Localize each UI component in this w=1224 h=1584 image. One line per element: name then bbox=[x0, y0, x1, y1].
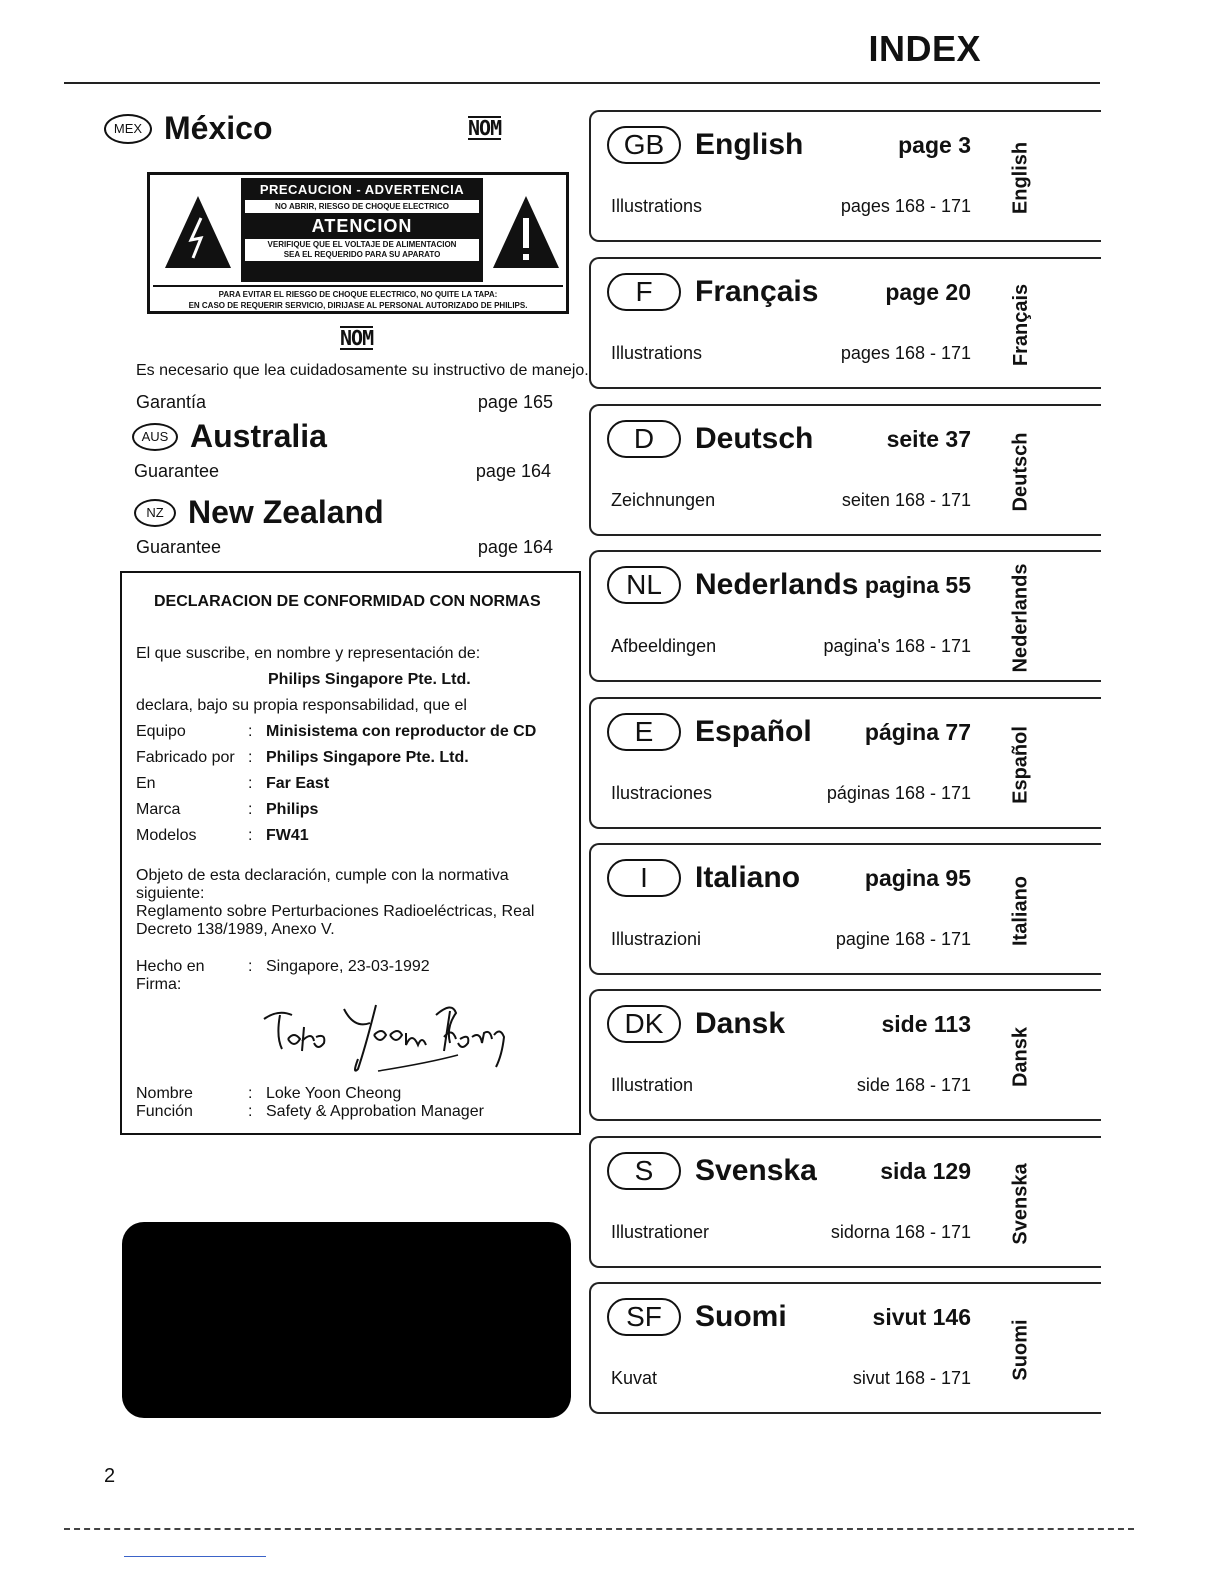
region-mexico-header bbox=[104, 110, 272, 147]
guarantee-page: page 164 bbox=[477, 537, 553, 557]
lang-code-badge: SF bbox=[607, 1298, 681, 1336]
warning-center-panel bbox=[241, 178, 483, 282]
declaration-title: DECLARACION DE CONFORMIDAD CON NORMAS bbox=[154, 593, 541, 610]
lang-name: Italiano bbox=[695, 861, 801, 894]
nom-mark-top: NOM bbox=[468, 116, 502, 140]
lang-page: pagina 95 bbox=[864, 865, 971, 891]
guarantee-label: Guarantee bbox=[136, 537, 222, 557]
region-name-newzealand: New Zealand bbox=[188, 494, 384, 530]
warning-atencion: ATENCION bbox=[311, 216, 413, 236]
warning-line-1: NO ABRIR, RIESGO DE CHOQUE ELECTRICO bbox=[245, 200, 479, 213]
illustrations-pages: side 168 - 171 bbox=[856, 1075, 971, 1095]
field-label: Equipo bbox=[136, 723, 186, 740]
region-name-australia: Australia bbox=[190, 418, 327, 454]
lang-code-badge: I bbox=[607, 859, 681, 897]
card-edge bbox=[1071, 257, 1101, 259]
colon: : bbox=[248, 723, 253, 740]
card-edge bbox=[1071, 1136, 1101, 1138]
mex-badge: MEX bbox=[104, 114, 152, 144]
side-tab-label: Nederlands bbox=[1009, 563, 1032, 673]
lang-page: pagina 55 bbox=[864, 572, 971, 598]
card-edge bbox=[1071, 404, 1101, 406]
illustrations-pages: páginas 168 - 171 bbox=[826, 783, 971, 803]
colon: : bbox=[248, 1103, 253, 1120]
side-tab-label: English bbox=[1009, 141, 1032, 215]
language-card-english[interactable] bbox=[589, 110, 1101, 242]
guarantee-row-australia bbox=[134, 461, 551, 482]
field-label: Marca bbox=[136, 801, 181, 818]
side-tab-label: Deutsch bbox=[1009, 432, 1032, 512]
illustrations-label: Afbeeldingen bbox=[611, 636, 717, 656]
hecho-label: Hecho en bbox=[136, 958, 205, 975]
field-row-fabricado bbox=[136, 749, 469, 767]
declaration-company: Philips Singapore Pte. Ltd. bbox=[268, 671, 471, 688]
field-row-en bbox=[136, 775, 329, 793]
illustrations-pages: pagina's 168 - 171 bbox=[823, 636, 971, 656]
funcion-value: Safety & Approbation Manager bbox=[266, 1103, 484, 1120]
language-card-suomi[interactable] bbox=[589, 1282, 1101, 1414]
guarantee-label: Guarantee bbox=[134, 461, 220, 481]
electric-hazard-icon bbox=[163, 194, 233, 270]
footer-blue-line bbox=[124, 1556, 266, 1557]
warning-line-2b: SEA EL REQUERIDO PARA SU APARATO bbox=[283, 250, 441, 259]
field-value: Philips Singapore Pte. Ltd. bbox=[266, 749, 469, 766]
lang-page: page 3 bbox=[898, 132, 971, 158]
guarantee-page: page 165 bbox=[477, 392, 553, 412]
lang-name: Français bbox=[695, 275, 819, 308]
lang-code-badge: S bbox=[607, 1152, 681, 1190]
side-tab-label: Español bbox=[1009, 726, 1032, 804]
warning-bottom-1: PARA EVITAR EL RIESGO DE CHOQUE ELECTRICO, NO QUITE LA TAPA: bbox=[218, 290, 498, 299]
aus-badge: AUS bbox=[132, 423, 178, 451]
field-value: FW41 bbox=[266, 827, 309, 844]
language-card-dansk[interactable] bbox=[589, 989, 1101, 1121]
nombre-row bbox=[136, 1085, 401, 1103]
illustrations-label: Illustrazioni bbox=[611, 929, 702, 949]
region-name-mexico: México bbox=[164, 110, 273, 146]
side-tab-label: Svenska bbox=[1009, 1163, 1032, 1245]
page-title: INDEX bbox=[868, 28, 981, 69]
colon: : bbox=[248, 775, 253, 792]
card-edge bbox=[1071, 697, 1101, 699]
language-card-deutsch[interactable] bbox=[589, 404, 1101, 536]
lang-page: página 77 bbox=[864, 719, 971, 745]
hecho-value: Singapore, 23-03-1992 bbox=[266, 958, 430, 975]
object-line-3: Reglamento sobre Perturbaciones Radioeléctricas, Real bbox=[136, 903, 535, 920]
illustrations-label: Kuvat bbox=[611, 1368, 658, 1388]
object-line-4: Decreto 138/1989, Anexo V. bbox=[136, 921, 335, 938]
nombre-value: Loke Yoon Cheong bbox=[266, 1085, 402, 1102]
field-value: Far East bbox=[266, 775, 330, 792]
lang-code-badge: NL bbox=[607, 566, 681, 604]
card-edge bbox=[1071, 550, 1101, 552]
card-edge bbox=[1071, 989, 1101, 991]
lang-code-badge: DK bbox=[607, 1005, 681, 1043]
side-tab-label: Suomi bbox=[1009, 1319, 1032, 1381]
guarantee-label: Garantía bbox=[136, 392, 207, 412]
lang-name: Dansk bbox=[695, 1007, 786, 1040]
side-tab-label: Dansk bbox=[1009, 1026, 1032, 1088]
guarantee-row-newzealand bbox=[136, 537, 553, 558]
lang-name: Deutsch bbox=[695, 422, 814, 455]
card-edge bbox=[1071, 1282, 1101, 1284]
language-card-francais[interactable] bbox=[589, 257, 1101, 389]
region-newzealand-header bbox=[134, 494, 384, 531]
illustrations-pages: pagine 168 - 171 bbox=[835, 929, 971, 949]
illustrations-pages: sivut 168 - 171 bbox=[852, 1368, 971, 1388]
lang-page: sivut 146 bbox=[872, 1304, 971, 1330]
language-card-svenska[interactable] bbox=[589, 1136, 1101, 1268]
hecho-row bbox=[136, 958, 430, 976]
lang-name: Svenska bbox=[695, 1154, 817, 1187]
lang-page: sida 129 bbox=[880, 1158, 971, 1184]
declaration-intro: El que suscribe, en nombre y representación de: bbox=[136, 645, 481, 662]
funcion-label: Función bbox=[136, 1103, 193, 1120]
lang-code-badge: E bbox=[607, 713, 681, 751]
lang-name: Español bbox=[695, 715, 812, 748]
guarantee-row-mexico bbox=[136, 392, 553, 413]
black-panel bbox=[122, 1222, 571, 1418]
nom-mark-center: NOM bbox=[340, 326, 374, 350]
colon: : bbox=[248, 1085, 253, 1102]
declaration-box bbox=[120, 571, 581, 1135]
lang-page: seite 37 bbox=[886, 426, 971, 452]
funcion-row bbox=[136, 1103, 484, 1121]
header-divider bbox=[64, 82, 1100, 84]
declaration-declares: declara, bajo su propia responsabilidad, que el bbox=[136, 697, 467, 714]
guarantee-page: page 164 bbox=[475, 461, 551, 481]
lang-name: English bbox=[695, 128, 804, 161]
language-card-nederlands[interactable] bbox=[589, 550, 1101, 682]
warning-voltage bbox=[245, 239, 479, 261]
firma-label: Firma: bbox=[136, 976, 182, 993]
illustrations-pages: pages 168 - 171 bbox=[840, 196, 971, 216]
lang-code-badge: D bbox=[607, 420, 681, 458]
lang-code-badge: GB bbox=[607, 126, 681, 164]
lang-page: page 20 bbox=[885, 279, 971, 305]
warning-title: PRECAUCION - ADVERTENCIA bbox=[259, 182, 465, 197]
colon: : bbox=[248, 827, 253, 844]
field-label: En bbox=[136, 775, 156, 792]
manual-note: Es necesario que lea cuidadosamente su instructivo de manejo. bbox=[136, 362, 589, 379]
safety-warning-label bbox=[147, 172, 569, 314]
illustrations-label: Illustrationer bbox=[611, 1222, 710, 1242]
field-row-marca bbox=[136, 801, 318, 819]
region-australia-header bbox=[132, 418, 327, 455]
lang-code-badge: F bbox=[607, 273, 681, 311]
page-number: 2 bbox=[104, 1465, 116, 1487]
nz-badge: NZ bbox=[134, 499, 176, 527]
field-row-modelos bbox=[136, 827, 309, 845]
warning-line-2a: VERIFIQUE QUE EL VOLTAJE DE ALIMENTACION bbox=[267, 240, 457, 249]
illustrations-label: Zeichnungen bbox=[611, 490, 716, 510]
signature-image bbox=[258, 993, 518, 1075]
warning-bottom-text bbox=[153, 285, 563, 311]
illustrations-pages: seiten 168 - 171 bbox=[841, 490, 971, 510]
warning-bottom-2: EN CASO DE REQUERIR SERVICIO, DIRIJASE AL PERSONAL AUTORIZADO DE PHILIPS. bbox=[188, 301, 528, 310]
card-edge bbox=[1071, 843, 1101, 845]
illustrations-label: Illustration bbox=[611, 1075, 694, 1095]
exclamation-hazard-icon bbox=[491, 194, 561, 270]
nombre-label: Nombre bbox=[136, 1085, 193, 1102]
illustrations-label: Illustrations bbox=[611, 343, 703, 363]
field-value: Philips bbox=[266, 801, 319, 818]
language-card-espanol[interactable] bbox=[589, 697, 1101, 829]
lang-name: Suomi bbox=[695, 1300, 787, 1333]
field-label: Fabricado por bbox=[136, 749, 235, 766]
object-line-1: Objeto de esta declaración, cumple con la normativa bbox=[136, 867, 509, 884]
side-tab-label: Français bbox=[1009, 283, 1032, 367]
colon: : bbox=[248, 801, 253, 818]
colon: : bbox=[248, 749, 253, 766]
object-line-2: siguiente: bbox=[136, 885, 205, 902]
field-label: Modelos bbox=[136, 827, 197, 844]
footer-divider bbox=[64, 1528, 1134, 1530]
field-row-equipo bbox=[136, 723, 536, 741]
colon: : bbox=[248, 958, 253, 975]
lang-name: Nederlands bbox=[695, 568, 859, 601]
illustrations-pages: sidorna 168 - 171 bbox=[830, 1222, 971, 1242]
language-card-italiano[interactable] bbox=[589, 843, 1101, 975]
lang-page: side 113 bbox=[881, 1011, 971, 1037]
illustrations-label: Illustrations bbox=[611, 196, 703, 216]
field-value: Minisistema con reproductor de CD bbox=[266, 723, 537, 740]
card-edge bbox=[1071, 110, 1101, 112]
illustrations-label: Ilustraciones bbox=[611, 783, 713, 803]
side-tab-label: Italiano bbox=[1009, 875, 1032, 947]
illustrations-pages: pages 168 - 171 bbox=[840, 343, 971, 363]
